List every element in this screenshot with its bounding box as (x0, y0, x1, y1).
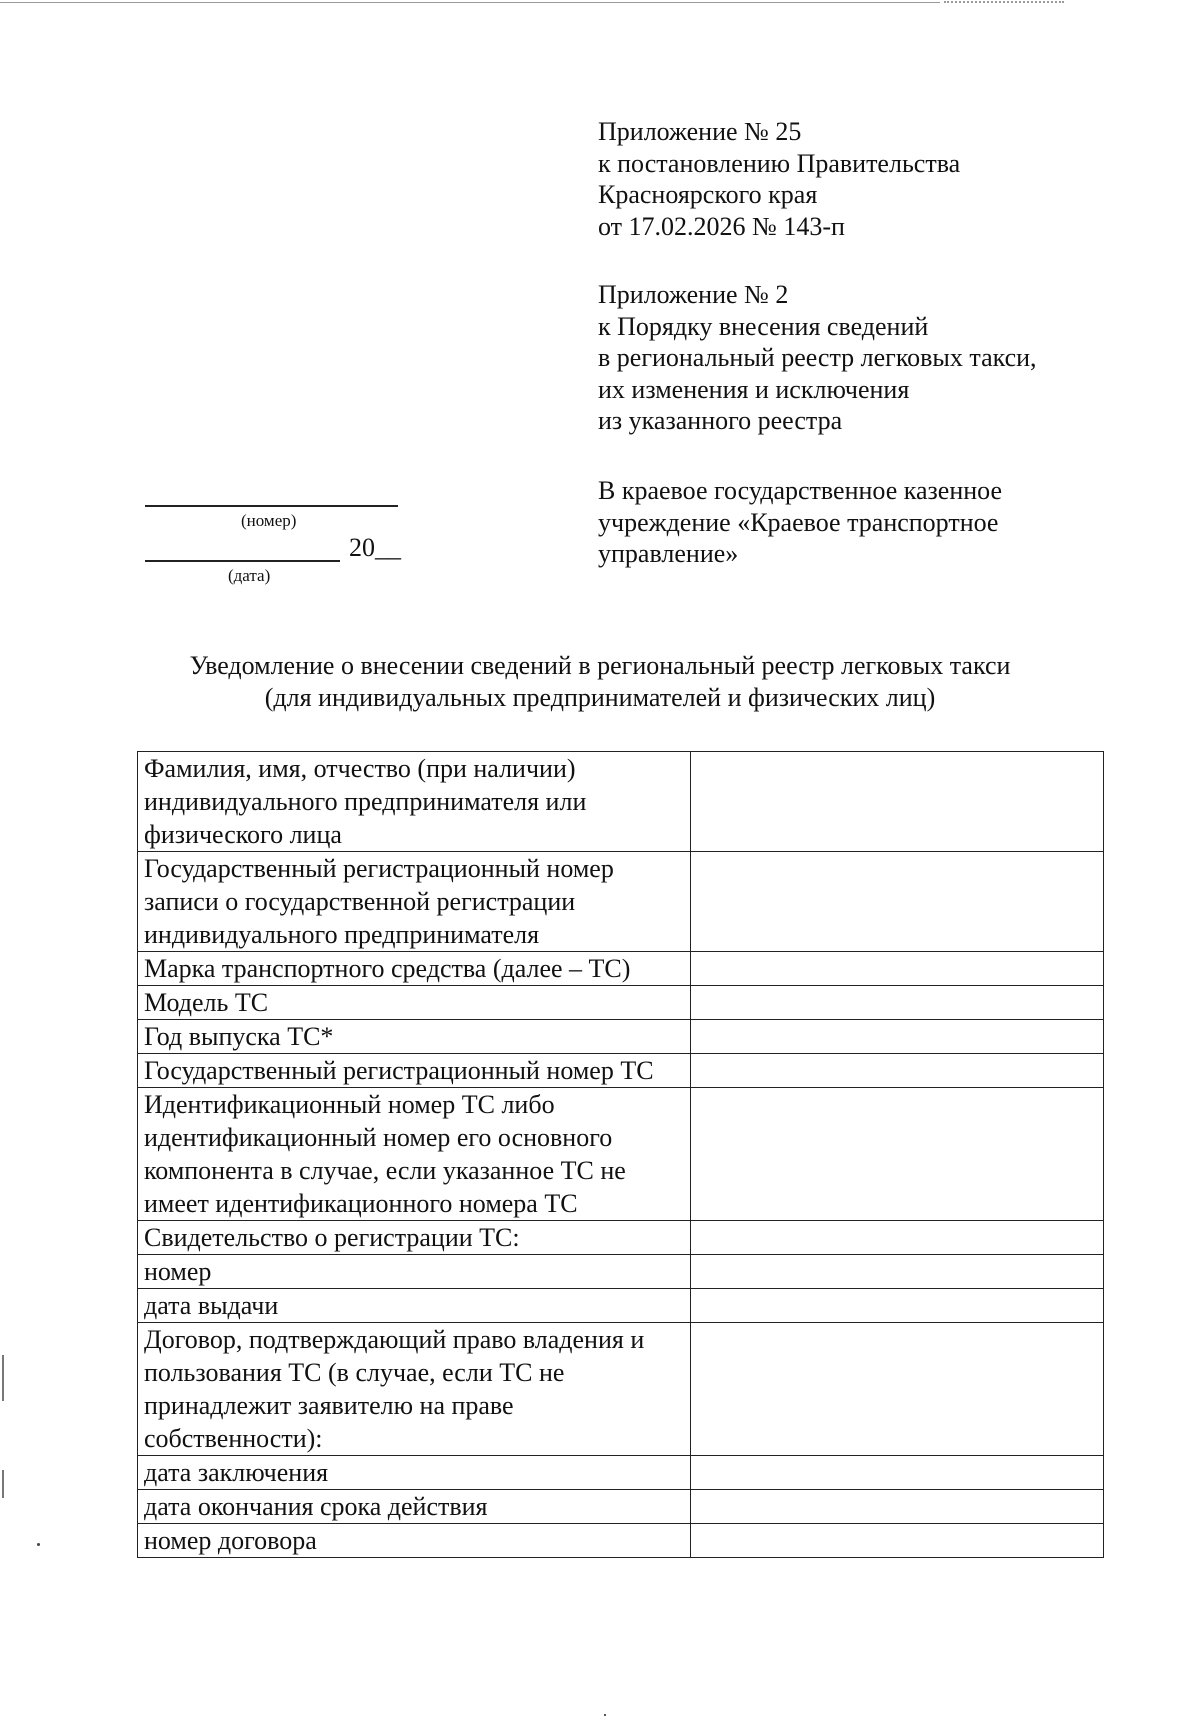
row-label-vehicle-model: Модель ТС (138, 986, 691, 1020)
table-row (138, 986, 1104, 1020)
title-line-2: (для индивидуальных предпринимателей и физических лиц) (264, 683, 936, 712)
annex-2-line: в региональный реестр легковых такси, (598, 343, 1037, 372)
annex-25-line: к постановлению Правительства (598, 148, 961, 178)
row-label-vehicle-year: Год выпуска ТС* (138, 1020, 691, 1054)
table-row (138, 1289, 1104, 1323)
table-row (138, 1456, 1104, 1490)
row-label-ownership-contract: Договор, подтверждающий право владения и пользования ТС (в случае, если ТС не принадлежит заявителю на праве собственности): (138, 1323, 691, 1456)
table-row (138, 1323, 1104, 1456)
row-label-vehicle-make: Марка транспортного средства (далее – ТС) (138, 952, 691, 986)
table-row (138, 952, 1104, 986)
table-row (138, 1221, 1104, 1255)
row-value-registration-certificate[interactable] (691, 1221, 1104, 1255)
addressee-block (598, 475, 1118, 570)
annex-2-line: из указанного реестра (598, 406, 843, 435)
annex-25-line: от 17.02.2026 № 143-п (598, 211, 845, 241)
addressee-line: управление» (598, 539, 739, 568)
addressee-line: учреждение «Краевое транспортное (598, 507, 999, 537)
registration-year: 20__ (349, 533, 401, 562)
table-row (138, 752, 1104, 852)
row-value-full-name[interactable] (691, 752, 1104, 852)
registration-number-line (145, 505, 398, 507)
annex-25-header (598, 116, 1118, 242)
row-value-vehicle-make[interactable] (691, 952, 1104, 986)
annex-2-line: их изменения и исключения (598, 374, 910, 404)
row-label-contract-expiry: дата окончания срока действия (138, 1490, 691, 1524)
table-row (138, 1054, 1104, 1088)
table-row (138, 1490, 1104, 1524)
scan-speck (37, 1543, 40, 1546)
annex-2-header (598, 279, 1118, 437)
addressee-line: В краевое государственное казенное (598, 476, 1003, 505)
table-row (138, 1524, 1104, 1558)
annex-2-line: Приложение № 2 (598, 280, 789, 309)
annex-25-line: Красноярского края (598, 180, 818, 209)
row-value-contract-date[interactable] (691, 1456, 1104, 1490)
row-label-certificate-number: номер (138, 1255, 691, 1289)
row-value-certificate-number[interactable] (691, 1255, 1104, 1289)
scan-speck (604, 1714, 606, 1716)
row-value-vin[interactable] (691, 1088, 1104, 1221)
scan-edge-dots (944, 1, 1064, 5)
registration-date-caption: (дата) (228, 566, 271, 585)
row-label-contract-number: номер договора (138, 1524, 691, 1558)
row-value-ogrnip[interactable] (691, 852, 1104, 952)
document-title (100, 650, 1100, 714)
scan-margin-mark (2, 1470, 4, 1498)
row-value-ownership-contract[interactable] (691, 1323, 1104, 1456)
row-value-certificate-issue-date[interactable] (691, 1289, 1104, 1323)
row-label-registration-certificate: Свидетельство о регистрации ТС: (138, 1221, 691, 1255)
scan-edge-line (0, 2, 940, 3)
row-value-vehicle-year[interactable] (691, 1020, 1104, 1054)
row-value-contract-number[interactable] (691, 1524, 1104, 1558)
row-label-contract-date: дата заключения (138, 1456, 691, 1490)
annex-2-line: к Порядку внесения сведений (598, 311, 929, 341)
annex-25-line: Приложение № 25 (598, 117, 802, 146)
row-label-ogrnip: Государственный регистрационный номер записи о государственной регистрации индивидуального предпринимателя (138, 852, 691, 952)
row-value-vehicle-model[interactable] (691, 986, 1104, 1020)
table-row (138, 1255, 1104, 1289)
row-value-contract-expiry[interactable] (691, 1490, 1104, 1524)
table-row (138, 1088, 1104, 1221)
row-label-vin: Идентификационный номер ТС либо идентификационный номер его основного компонента в случае, если указанное ТС не имеет идентификационного номера ТС (138, 1088, 691, 1221)
row-label-certificate-issue-date: дата выдачи (138, 1289, 691, 1323)
registration-date-line (145, 560, 340, 562)
scan-margin-mark (2, 1355, 4, 1401)
row-label-plate-number: Государственный регистрационный номер ТС (138, 1054, 691, 1088)
row-value-plate-number[interactable] (691, 1054, 1104, 1088)
table-row (138, 852, 1104, 952)
row-label-full-name: Фамилия, имя, отчество (при наличии) индивидуального предпринимателя или физического лица (138, 752, 691, 852)
title-line-1: Уведомление о внесении сведений в региональный реестр легковых такси (189, 651, 1011, 680)
notification-form-table (137, 751, 1104, 1558)
table-row (138, 1020, 1104, 1054)
registration-number-caption: (номер) (241, 511, 297, 530)
